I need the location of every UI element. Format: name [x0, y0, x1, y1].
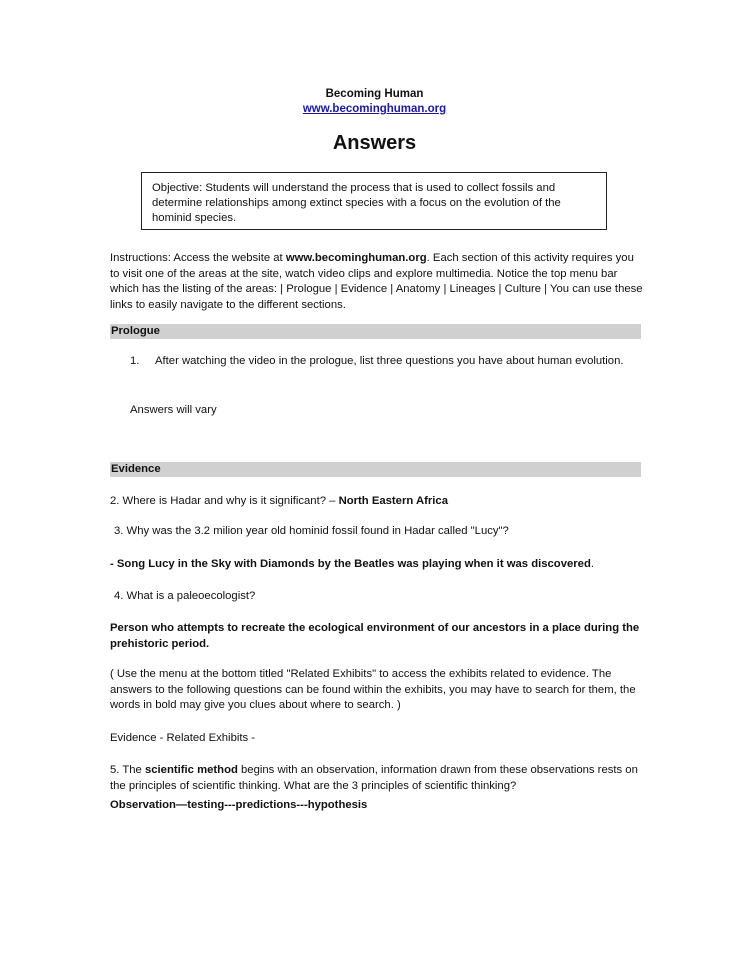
question-1: [130, 354, 630, 370]
instructions-site: www.becominghuman.org: [285, 252, 427, 264]
answer-2: North Eastern Africa: [338, 495, 449, 507]
answer-1: Answers will vary: [130, 404, 217, 416]
section-header-prologue: Prologue: [110, 324, 641, 339]
instructions-paragraph: [110, 251, 646, 313]
instructions-intro: Instructions: Access the website at: [110, 252, 286, 264]
objective-box: [141, 172, 607, 230]
related-exhibits-note: ( Use the menu at the bottom titled "Related Exhibits" to access the exhibits related to evidence. The answers to the following questions can be found within the exhibits, you may have to search for them, the words in bold may give you clues about where to search. ): [110, 668, 636, 711]
instructions-body: . Each section of this activity requires you to visit one of the areas at the site, watch video clips and explore multimedia. Notice the top menu bar which has the listing of the areas: | Prologue | Evidence | Anatomy | Lineages | Culture | You can use these links to easily navigate to the different sections.: [110, 252, 643, 311]
objective-text: Objective: Students will understand the process that is used to collect fossils and determine relationships among extinct species with a focus on the evolution of the hominid species.: [152, 182, 561, 224]
question-1-number: 1.: [130, 355, 140, 367]
answer-4: Person who attempts to recreate the ecological environment of our ancestors in a place during the prehistoric period.: [110, 622, 640, 650]
question-5-term: scientific method: [144, 764, 238, 776]
question-3: 3. Why was the 3.2 milion year old hominid fossil found in Hadar called "Lucy"?: [114, 525, 509, 537]
answer-3: [110, 557, 594, 573]
question-1-text: After watching the video in the prologue, list three questions you have about human evolution.: [155, 355, 624, 367]
question-5-text: begins with an observation, information drawn from these observations rests on the principles of scientific thinking. What are the 3 principles of scientific thinking?: [110, 764, 638, 792]
site-title: Becoming Human: [325, 88, 424, 100]
answer-3-period: .: [590, 558, 594, 570]
question-5-intro: 5. The: [110, 764, 145, 776]
answer-3-text: - Song Lucy in the Sky with Diamonds by the Beatles was playing when it was discovered: [110, 558, 591, 570]
site-url-link[interactable]: www.becominghuman.org: [302, 103, 447, 115]
question-4: 4. What is a paleoecologist?: [114, 590, 256, 602]
question-5: [110, 763, 646, 794]
answer-5: Observation—testing---predictions---hypothesis: [110, 799, 368, 811]
page-title: Answers: [332, 132, 417, 154]
section-header-evidence: Evidence: [110, 462, 641, 477]
related-exhibits-label: Evidence - Related Exhibits -: [110, 732, 256, 744]
question-2: [110, 494, 448, 510]
question-2-text: 2. Where is Hadar and why is it significant? –: [110, 495, 339, 507]
